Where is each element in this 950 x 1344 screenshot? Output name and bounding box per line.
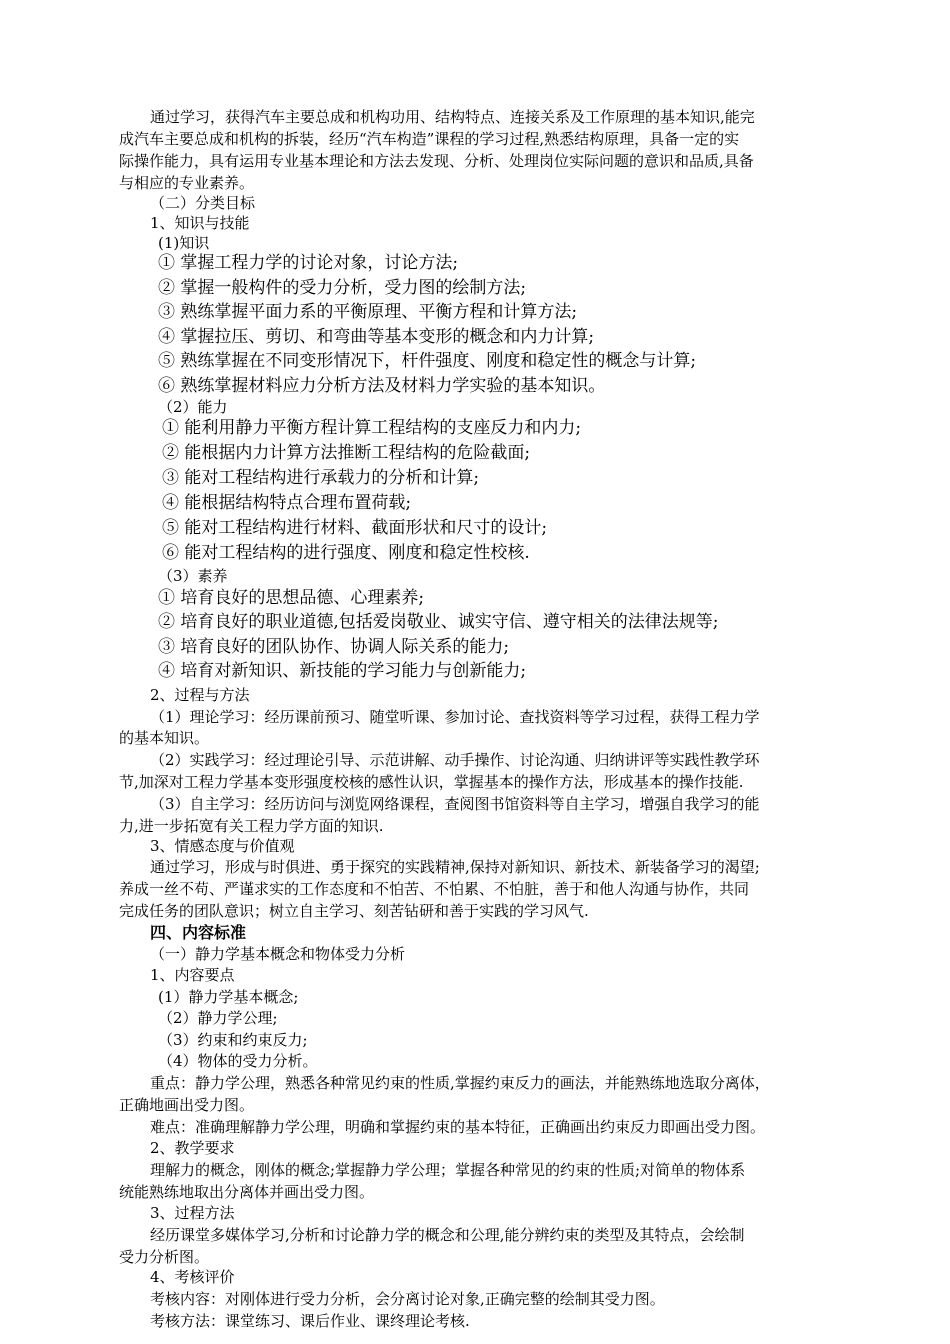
process-heading: 2、过程与方法 <box>150 686 250 704</box>
process-p2-line1: （2）实践学习：经过理论引导、示范讲解、动手操作、讨论沟通、归纳讲评等实践性教学环 <box>150 751 760 769</box>
point-item: （4）物体的受力分析。 <box>158 1052 318 1070</box>
process-p1-line2: 的基本知识。 <box>119 729 210 747</box>
point-item: (1）静力学基本概念; <box>158 988 299 1006</box>
section4-sub1: （一）静力学基本概念和物体受力分析 <box>150 945 406 963</box>
knowledge-item: ④ 掌握拉压、剪切、和弯曲等基本变形的概念和内力计算; <box>158 327 595 347</box>
method-line-1: 经历课堂多媒体学习,分析和讨论静力学的概念和公理,能分辨约束的类型及其特点，会绘制 <box>150 1226 745 1244</box>
process-p3-line2: 力,进一步拓宽有关工程力学方面的知识. <box>119 817 384 835</box>
key-line-2: 正确地画出受力图。 <box>119 1096 255 1114</box>
knowledge-item: ① 掌握工程力学的讨论对象，讨论方法; <box>158 253 459 273</box>
assess-heading: 4、考核评价 <box>150 1268 235 1286</box>
quality-item: ④ 培育对新知识、新技能的学习能力与创新能力; <box>158 661 527 681</box>
knowledge-item: ⑤ 熟练掌握在不同变形情况下，杆件强度、刚度和稳定性的概念与计算; <box>158 351 697 371</box>
ability-item: ➁ 能根据内力计算方法推断工程结构的危险截面; <box>162 443 531 463</box>
section4-heading: 四、内容标准 <box>150 923 247 942</box>
intro-line-2: 成汽车主要总成和机构的拆装，经历“汽车构造”课程的学习过程,熟悉结构原理，具备一定的实 <box>119 130 740 148</box>
ability-item: ➅ 能对工程结构的进行强度、刚度和稳定性校核. <box>162 543 530 563</box>
quality-item: ② 培育良好的职业道德,包括爱岗敬业、诚实守信、遵守相关的法律法规等; <box>158 612 719 632</box>
emotion-line-3: 完成任务的团队意识；树立自主学习、刻苦钻研和善于实践的学习风气. <box>119 902 589 920</box>
process-p3-line1: （3）自主学习：经历访问与浏览网络课程，查阅图书馆资料等自主学习，增强自我学习的能 <box>150 795 760 813</box>
assess-method: 考核方法：课堂练习、课后作业、课终理论考核. <box>150 1312 470 1330</box>
intro-line-1: 通过学习，获得汽车主要总成和机构功用、结构特点、连接关系及工作原理的基本知识,能完 <box>150 108 755 126</box>
knowledge-item: ② 掌握一般构件的受力分析，受力图的绘制方法; <box>158 278 527 298</box>
point-item: （3）约束和约束反力; <box>158 1031 308 1049</box>
sub-goals-heading: （二）分类目标 <box>150 194 256 212</box>
method-heading: 3、过程方法 <box>150 1204 235 1222</box>
teach-line-1: 理解力的概念，刚体的概念;掌握静力学公理；掌握各种常见的约束的性质;对简单的物体系 <box>150 1161 746 1179</box>
intro-line-4: 与相应的专业素养。 <box>119 174 255 192</box>
teach-heading: 2、教学要求 <box>150 1139 235 1157</box>
ability-heading: （2）能力 <box>158 398 228 416</box>
emotion-heading: 3、情感态度与价值观 <box>150 837 295 855</box>
difficult-line: 难点：准确理解静力学公理，明确和掌握约束的基本特征，正确画出约束反力即画出受力图。 <box>150 1118 766 1136</box>
quality-item: ① 培育良好的思想品德、心理素养; <box>158 588 425 608</box>
quality-heading: （3）素养 <box>158 567 228 585</box>
ability-item: ① 能利用静力平衡方程计算工程结构的支座反力和内力; <box>162 418 582 438</box>
emotion-line-1: 通过学习，形成与时俱进、勇于探究的实践精神,保持对新知识、新技术、新装备学习的渴望; <box>150 858 760 876</box>
knowledge-skills-heading: 1、知识与技能 <box>150 214 250 232</box>
points-heading: 1、内容要点 <box>150 966 235 984</box>
knowledge-item: ③ 熟练掌握平面力系的平衡原理、平衡方程和计算方法; <box>158 302 578 322</box>
process-p1-line1: （1）理论学习：经历课前预习、随堂听课、参加讨论、查找资料等学习过程，获得工程力学 <box>150 708 760 726</box>
key-line-1: 重点：静力学公理，熟悉各种常见约束的性质,掌握约束反力的画法，并能熟练地选取分离体， <box>150 1074 770 1092</box>
intro-line-3: 际操作能力，具有运用专业基本理论和方法去发现、分析、处理岗位实际问题的意识和品质,具备 <box>119 152 754 170</box>
method-line-2: 受力分析图。 <box>119 1248 210 1266</box>
knowledge-heading: (1)知识 <box>158 234 210 252</box>
point-item: （2）静力学公理; <box>158 1009 278 1027</box>
ability-item: ➄ 能对工程结构进行材料、截面形状和尺寸的设计; <box>162 518 548 538</box>
assess-content: 考核内容：对刚体进行受力分析，会分离讨论对象,正确完整的绘制其受力图。 <box>150 1290 665 1308</box>
ability-item: ➂ 能对工程结构进行承载力的分析和计算; <box>162 468 480 488</box>
quality-item: ③ 培育良好的团队协作、协调人际关系的能力; <box>158 637 510 657</box>
emotion-line-2: 养成一丝不苟、严谨求实的工作态度和不怕苦、不怕累、不怕脏，善于和他人沟通与协作，共同 <box>119 880 750 898</box>
teach-line-2: 统能熟练地取出分离体并画出受力图。 <box>119 1183 375 1201</box>
knowledge-item: ⑥ 熟练掌握材料应力分析方法及材料力学实验的基本知识。 <box>158 376 606 396</box>
process-p2-line2: 节,加深对工程力学基本变形强度校核的感性认识，掌握基本的操作方法，形成基本的操作技能. <box>119 773 744 791</box>
ability-item: ➃ 能根据结构特点合理布置荷载; <box>162 493 412 513</box>
